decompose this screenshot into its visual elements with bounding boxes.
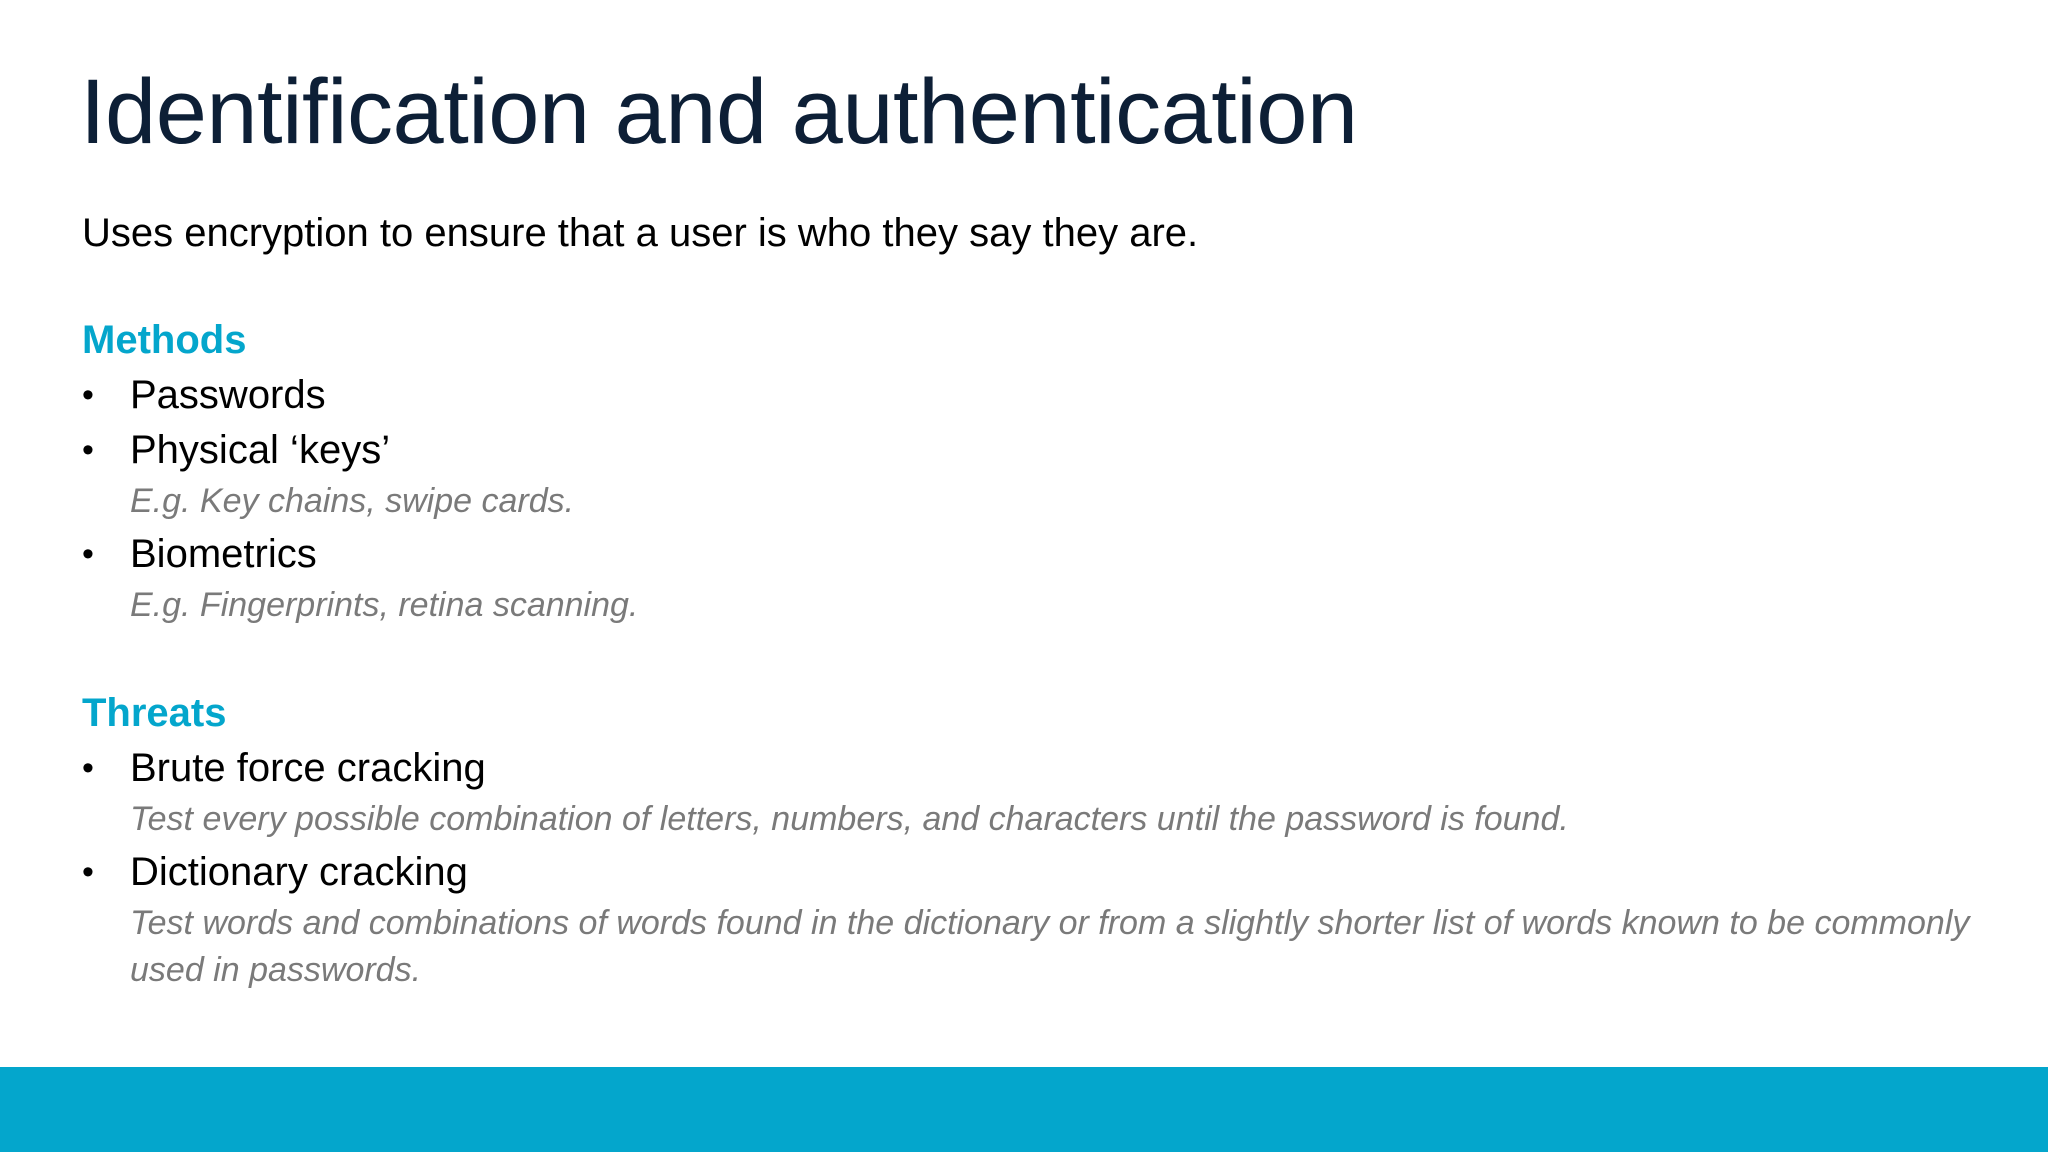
methods-section [82, 313, 1982, 631]
threats-heading: Threats [82, 691, 227, 735]
bullet-icon: • [82, 853, 94, 891]
item-label: Dictionary cracking [130, 850, 468, 894]
item-label: Passwords [130, 373, 326, 417]
bullet-icon: • [82, 535, 94, 573]
list-item [82, 423, 1982, 527]
list-item [82, 845, 1982, 996]
list-item [82, 368, 1982, 423]
item-note: Test words and combinations of words found in the dictionary or from a slightly shorter list of words known to be commonly used in passwords. [130, 904, 1970, 989]
methods-list [82, 368, 1982, 631]
item-note: E.g. Fingerprints, retina scanning. [130, 586, 639, 624]
bullet-icon: • [82, 376, 94, 414]
slide-title: Identification and authentication [80, 61, 1358, 163]
bullet-icon: • [82, 431, 94, 469]
item-label: Physical ‘keys’ [130, 428, 391, 472]
list-item [82, 527, 1982, 631]
intro-text: Uses encryption to ensure that a user is who they say they are. [82, 211, 1199, 255]
item-note: E.g. Key chains, swipe cards. [130, 482, 575, 520]
threats-section [82, 686, 1982, 996]
item-note: Test every possible combination of letters, numbers, and characters until the password is found. [130, 800, 1569, 838]
bullet-icon: • [82, 749, 94, 787]
item-label: Brute force cracking [130, 746, 486, 790]
slide-content [82, 205, 1982, 996]
footer-accent-bar [0, 1067, 2048, 1152]
threats-list [82, 741, 1982, 996]
methods-heading: Methods [82, 318, 247, 362]
list-item [82, 741, 1982, 845]
item-label: Biometrics [130, 532, 317, 576]
